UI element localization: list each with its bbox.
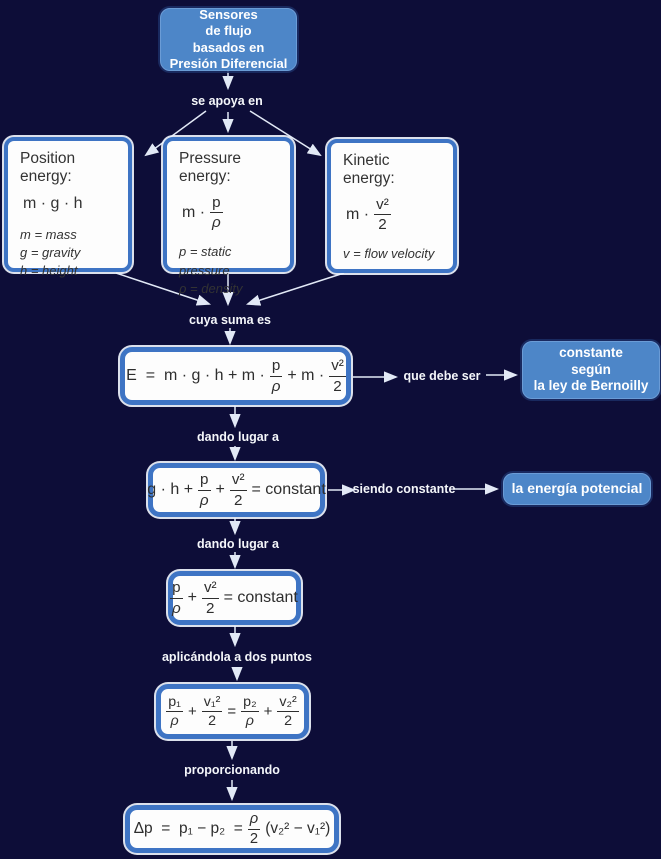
fraction — [170, 580, 182, 615]
formula-token: = — [227, 703, 237, 720]
fraction-denominator: 2 — [284, 713, 293, 729]
fraction — [248, 812, 260, 846]
box-two-points-equation — [156, 684, 309, 739]
fraction-numerator: v₂² — [277, 695, 298, 712]
connector-label-que-debe-ser: que debe ser — [403, 369, 481, 383]
box-pressure-energy — [163, 137, 294, 296]
fraction-numerator: v² — [374, 197, 391, 215]
box-delta-p-equation — [125, 805, 339, 853]
fraction-numerator: ρ — [248, 812, 260, 830]
formula-token: + — [263, 703, 273, 720]
fraction-numerator: v² — [202, 580, 219, 598]
formula-token: m · — [182, 203, 206, 221]
fraction — [270, 358, 282, 393]
fraction-numerator: v² — [329, 358, 346, 376]
bernoulli-equation-formula — [144, 472, 329, 507]
fraction-denominator: ρ — [172, 599, 181, 617]
connector-label-aplicandola: aplicándola a dos puntos — [161, 650, 313, 664]
pressure-energy-definitions — [179, 243, 280, 298]
fraction — [374, 197, 391, 232]
fraction — [202, 580, 219, 615]
fraction-denominator: ρ — [170, 713, 179, 729]
fraction-denominator: ρ — [199, 491, 209, 509]
fraction-denominator: 2 — [249, 830, 259, 847]
fraction — [230, 472, 247, 507]
definition-line: p = static pressure — [179, 244, 232, 278]
fraction-denominator: 2 — [333, 377, 342, 395]
pressure-energy-title: Pressure energy: — [179, 150, 242, 185]
fraction-denominator: ρ — [211, 214, 221, 232]
fraction-numerator: p — [170, 580, 182, 598]
formula-token: E = m · g · h + m · — [126, 367, 265, 384]
connector-label-se-apoya-en: se apoya en — [191, 94, 263, 108]
fraction-denominator: 2 — [233, 491, 243, 509]
connector-label-siendo-constante: siendo constante — [352, 482, 456, 496]
fraction-denominator: 2 — [378, 216, 387, 234]
fraction-denominator: 2 — [206, 599, 215, 617]
position-energy-title: Position energy: — [20, 150, 76, 185]
connector-label-cuya-suma-es: cuya suma es — [189, 313, 271, 327]
box-energia-potencial — [503, 473, 651, 505]
fraction — [329, 358, 346, 393]
fraction-numerator: p — [198, 472, 210, 490]
formula-token: = constant — [223, 589, 298, 606]
formula-token: m · — [346, 205, 370, 223]
bernoilly-line: la ley de Bernoilly — [533, 378, 649, 394]
title-line: de flujo — [205, 23, 252, 39]
title-line: Presión Diferencial — [169, 55, 288, 71]
kinetic-energy-title: Kinetic energy: — [343, 152, 395, 187]
fraction-denominator: 2 — [208, 713, 217, 729]
delta-p-formula — [131, 812, 334, 846]
definition-line: ρ = density — [179, 280, 243, 296]
bernoilly-line: constante — [559, 344, 623, 360]
fraction — [241, 695, 258, 729]
box-bernoulli-constant — [522, 341, 660, 399]
position-energy-formula — [20, 195, 118, 213]
title-line: Sensores — [199, 7, 258, 22]
kinetic-energy-definitions — [343, 245, 443, 263]
energia-potencial-label: la energía potencial — [511, 480, 643, 497]
connector-label-dando-lugar-a-1: dando lugar a — [197, 430, 279, 444]
fraction — [166, 695, 183, 729]
connector-label-proporcionando: proporcionando — [184, 763, 280, 777]
bernoilly-line: según — [571, 361, 611, 377]
pressure-energy-formula — [179, 195, 280, 230]
definition-line: v = flow velocity — [343, 246, 435, 262]
fraction-numerator: v² — [230, 472, 247, 490]
formula-token: (v₂² − v₁²) — [265, 820, 331, 837]
fraction-denominator: ρ — [245, 713, 254, 729]
two-points-formula — [164, 695, 301, 729]
definition-line: h = height — [20, 263, 78, 279]
formula-token: m · g · h — [23, 195, 83, 212]
position-energy-definitions — [20, 226, 118, 281]
kinetic-energy-formula — [343, 197, 443, 232]
fraction — [210, 195, 222, 230]
fraction-numerator: p₂ — [241, 695, 258, 712]
title-box — [160, 8, 297, 71]
fraction-denominator: ρ — [271, 377, 281, 395]
definition-line: m = mass — [20, 227, 77, 242]
formula-token: = constant — [251, 481, 326, 498]
box-bernoulli-equation — [148, 463, 325, 517]
energy-sum-formula — [123, 358, 348, 393]
fraction-numerator: p — [270, 358, 282, 376]
box-kinetic-energy — [327, 139, 457, 273]
fraction-numerator: v₁² — [202, 695, 223, 712]
box-position-energy — [4, 137, 132, 279]
box-energy-sum-formula — [120, 347, 351, 405]
fraction — [277, 695, 298, 729]
box-reduced-equation — [168, 571, 301, 625]
formula-token: + m · — [287, 367, 325, 384]
formula-token: Δp = p₁ − p₂ = — [133, 820, 243, 837]
fraction-numerator: p — [210, 195, 222, 213]
fraction — [202, 695, 223, 729]
formula-token: + — [215, 481, 225, 498]
title-line: basados en — [192, 39, 265, 55]
reduced-equation-formula — [168, 580, 301, 615]
formula-token: g · h + — [147, 481, 194, 498]
connector-label-dando-lugar-a-2: dando lugar a — [197, 537, 279, 551]
definition-line: g = gravity — [20, 245, 81, 261]
fraction-numerator: p₁ — [166, 695, 183, 712]
formula-token: + — [187, 589, 197, 606]
fraction — [198, 472, 210, 507]
formula-token: + — [187, 703, 197, 720]
